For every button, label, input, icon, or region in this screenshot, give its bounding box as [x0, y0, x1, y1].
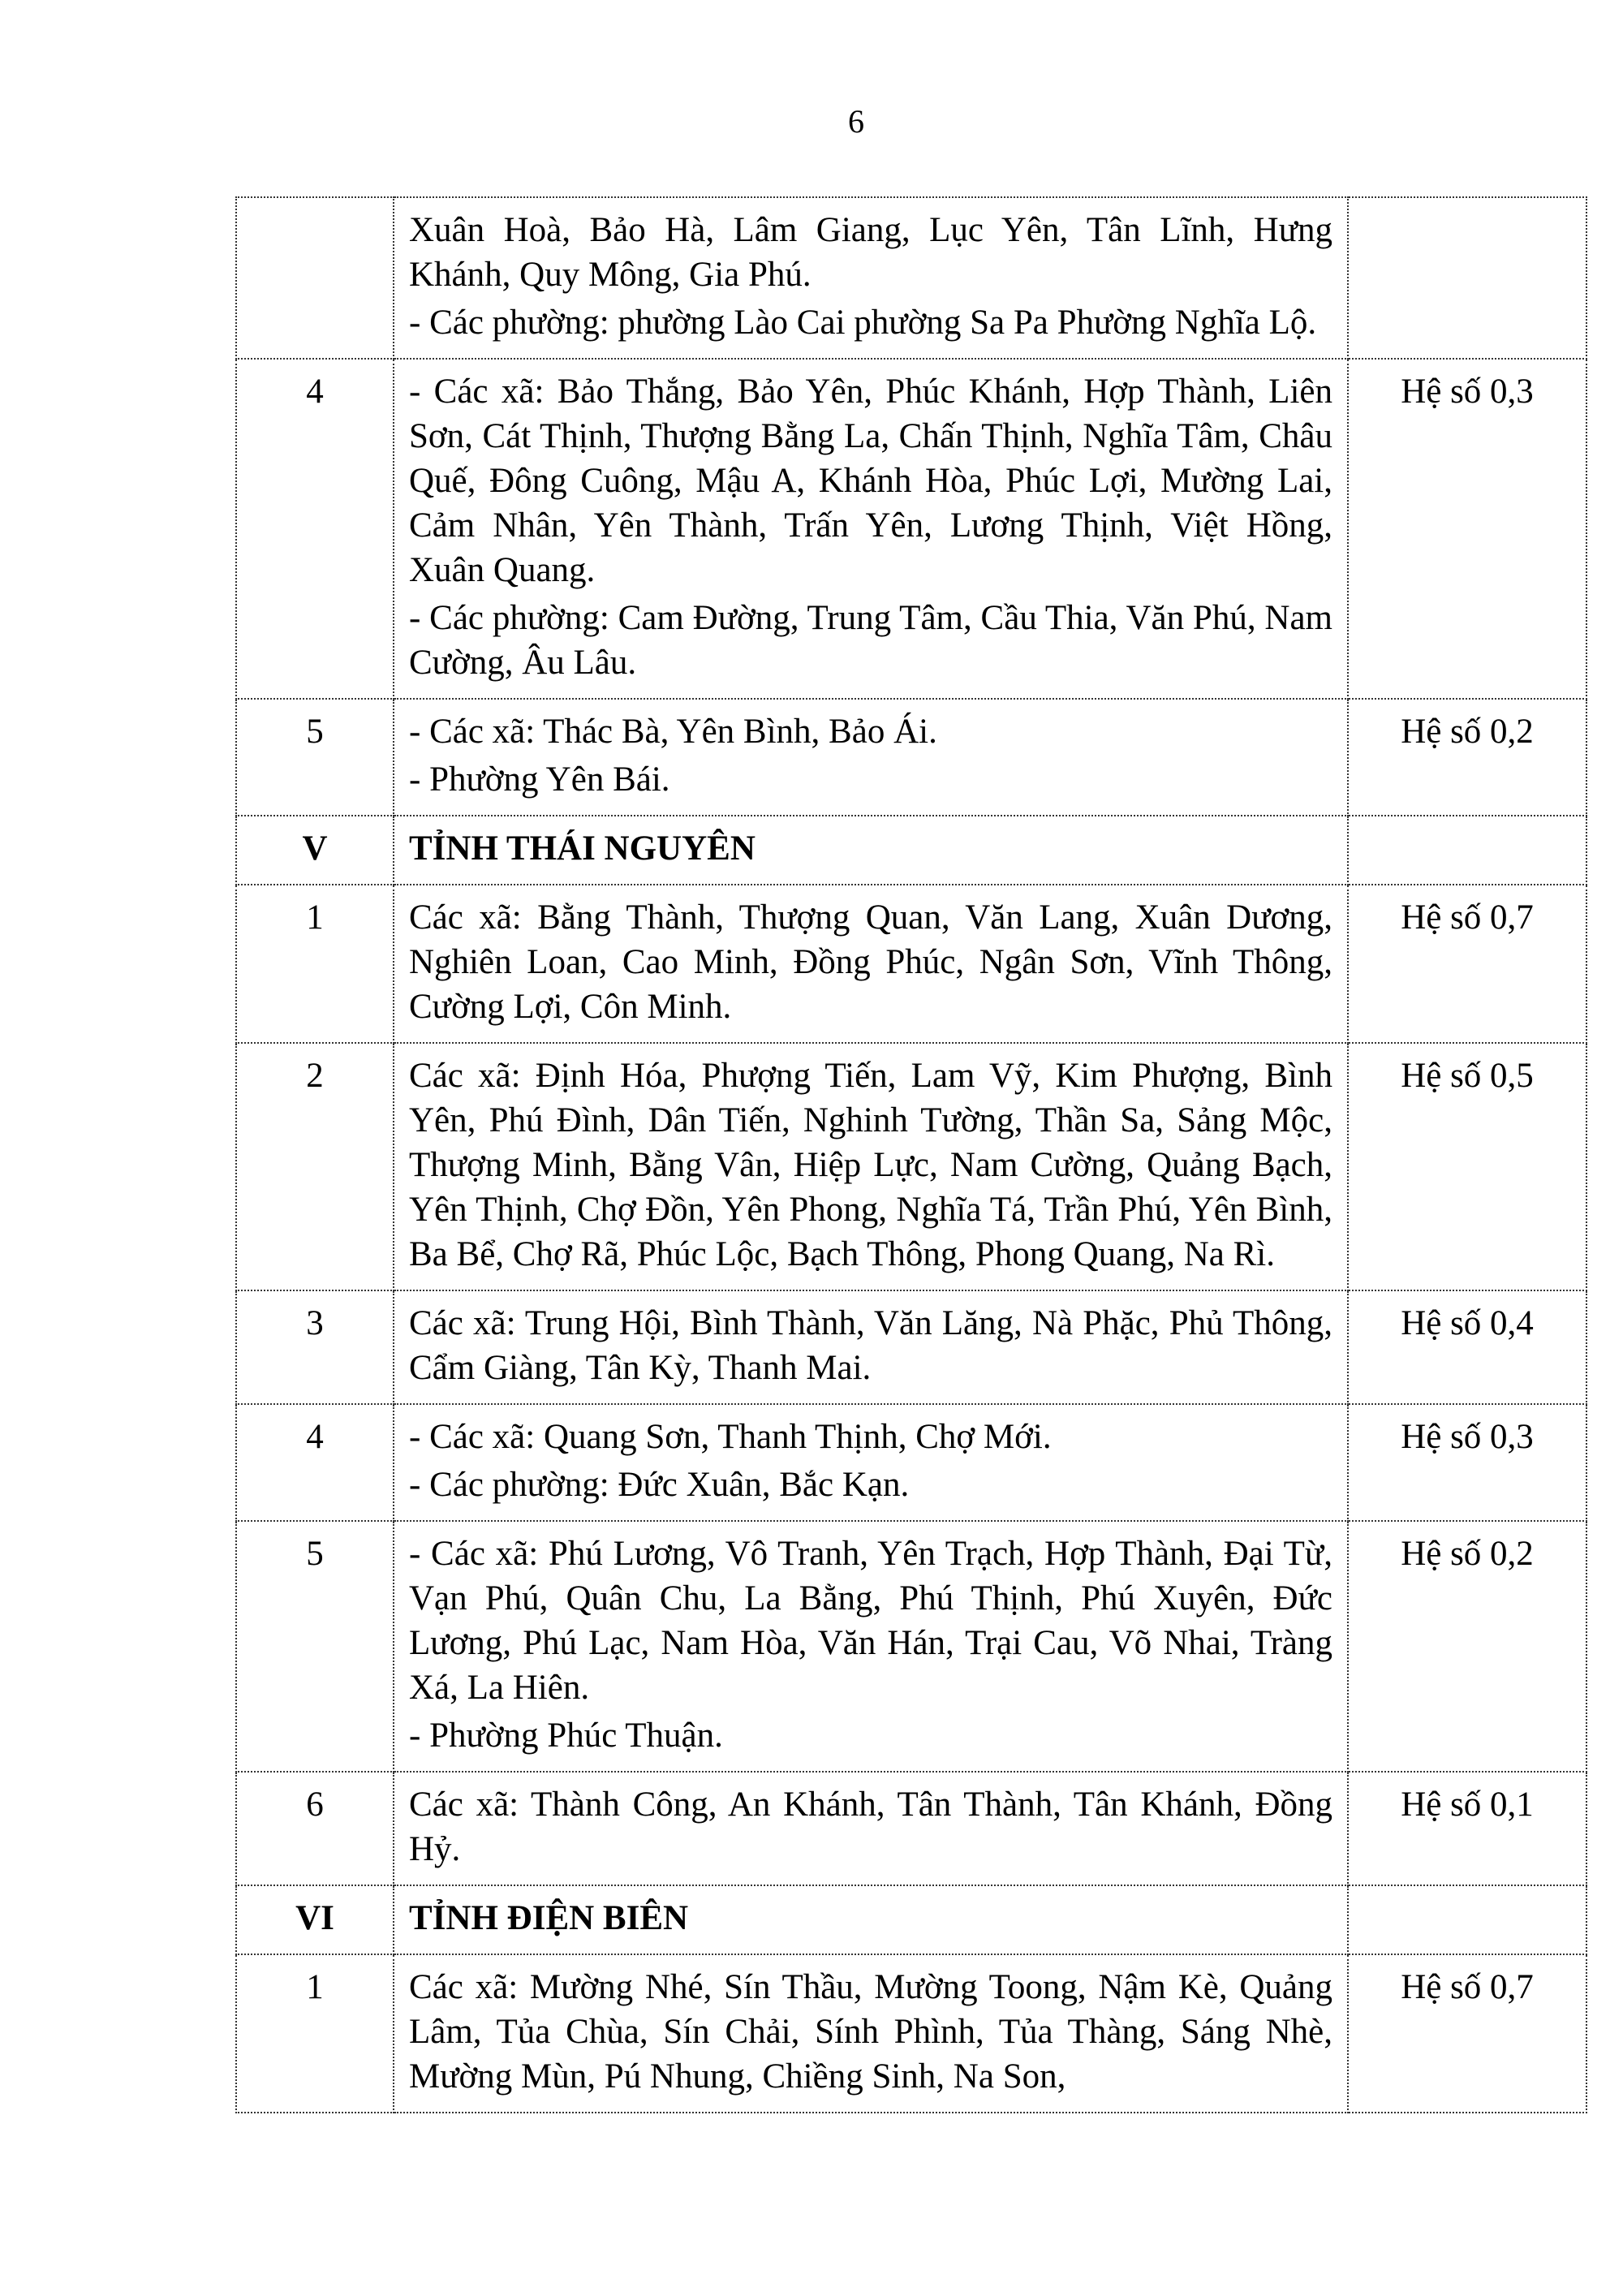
table-row	[236, 197, 1586, 359]
table-row	[236, 1772, 1586, 1885]
coefficient-cell: Hệ số 0,2	[1348, 1521, 1586, 1772]
area-cell	[394, 1885, 1348, 1954]
area-cell	[394, 359, 1348, 699]
area-paragraph: - Phường Phúc Thuận.	[409, 1717, 723, 1755]
table-row	[236, 359, 1586, 699]
area-cell	[394, 197, 1348, 359]
area-cell	[394, 1772, 1348, 1885]
row-number-cell: 1	[236, 1954, 394, 2113]
row-number-cell: 4	[236, 1404, 394, 1521]
row-number-cell: 4	[236, 359, 394, 699]
coefficient-cell: Hệ số 0,7	[1348, 885, 1586, 1043]
province-heading: TỈNH THÁI NGUYÊN	[409, 829, 756, 868]
coefficient-cell	[1348, 1885, 1586, 1954]
area-cell	[394, 885, 1348, 1043]
area-paragraph: Xuân Hoà, Bảo Hà, Lâm Giang, Lục Yên, Tân Lĩnh, Hưng Khánh, Quy Mông, Gia Phú.	[409, 211, 1332, 294]
row-number-cell: 5	[236, 1521, 394, 1772]
area-cell	[394, 1043, 1348, 1290]
table-row	[236, 885, 1586, 1043]
coefficient-cell: Hệ số 0,2	[1348, 699, 1586, 816]
page-number: 6	[848, 103, 864, 140]
coefficient-cell: Hệ số 0,5	[1348, 1043, 1586, 1290]
area-paragraph: - Các phường: Cam Đường, Trung Tâm, Cầu Thia, Văn Phú, Nam Cường, Âu Lâu.	[409, 599, 1332, 682]
area-paragraph: Các xã: Định Hóa, Phượng Tiến, Lam Vỹ, Kim Phượng, Bình Yên, Phú Đình, Dân Tiến, Nghinh Tường, Thần Sa, Sảng Mộc, Thượng Minh, Bằng Vân, Hiệp Lực, Nam Cường, Quảng Bạch, Yên Thịnh, Chợ Đồn, Yên Phong, Nghĩa Tá, Trần Phú, Yên Bình, Ba Bể, Chợ Rã, Phúc Lộc, Bạch Thông, Phong Quang, Na Rì.	[409, 1057, 1332, 1273]
province-heading: TỈNH ĐIỆN BIÊN	[409, 1899, 689, 1937]
table-row	[236, 1954, 1586, 2113]
table-body	[236, 197, 1586, 2113]
coefficient-cell: Hệ số 0,3	[1348, 359, 1586, 699]
row-number-cell	[236, 197, 394, 359]
row-number-cell: 3	[236, 1290, 394, 1404]
area-paragraph: Các xã: Mường Nhé, Sín Thầu, Mường Toong, Nậm Kè, Quảng Lâm, Tủa Chùa, Sín Chải, Sính Phình, Tủa Thàng, Sáng Nhè, Mường Mùn, Pú Nhung, Chiềng Sinh, Na Son,	[409, 1968, 1332, 2096]
coefficient-cell	[1348, 816, 1586, 885]
row-number-cell: VI	[236, 1885, 394, 1954]
row-number-cell: 1	[236, 885, 394, 1043]
coefficient-cell: Hệ số 0,4	[1348, 1290, 1586, 1404]
table-row	[236, 1043, 1586, 1290]
table-row	[236, 1404, 1586, 1521]
table-row	[236, 1521, 1586, 1772]
area-cell	[394, 1404, 1348, 1521]
table-row	[236, 699, 1586, 816]
area-paragraph: - Các xã: Quang Sơn, Thanh Thịnh, Chợ Mới.	[409, 1418, 1052, 1456]
area-cell	[394, 1954, 1348, 2113]
coefficient-cell: Hệ số 0,1	[1348, 1772, 1586, 1885]
coefficient-cell: Hệ số 0,7	[1348, 1954, 1586, 2113]
area-cell	[394, 1521, 1348, 1772]
row-number-cell: 6	[236, 1772, 394, 1885]
area-paragraph: - Các xã: Phú Lương, Vô Tranh, Yên Trạch, Hợp Thành, Đại Từ, Vạn Phú, Quân Chu, La Bằng, Phú Thịnh, Phú Xuyên, Đức Lương, Phú Lạc, Nam Hòa, Văn Hán, Trại Cau, Võ Nhai, Tràng Xá, La Hiên.	[409, 1535, 1332, 1707]
area-paragraph: - Các xã: Bảo Thắng, Bảo Yên, Phúc Khánh, Hợp Thành, Liên Sơn, Cát Thịnh, Thượng Bằng La, Chấn Thịnh, Nghĩa Tâm, Châu Quế, Đông Cuông, Mậu A, Khánh Hòa, Phúc Lợi, Mường Lai, Cảm Nhân, Yên Thành, Trấn Yên, Lương Thịnh, Việt Hồng, Xuân Quang.	[409, 373, 1332, 589]
row-number-cell: V	[236, 816, 394, 885]
area-paragraph: Các xã: Trung Hội, Bình Thành, Văn Lăng, Nà Phặc, Phủ Thông, Cẩm Giàng, Tân Kỳ, Thanh Mai.	[409, 1304, 1332, 1387]
coefficient-table	[235, 196, 1587, 2113]
coefficient-cell: Hệ số 0,3	[1348, 1404, 1586, 1521]
section-row	[236, 816, 1586, 885]
row-number-cell: 2	[236, 1043, 394, 1290]
table-row	[236, 1290, 1586, 1404]
row-number-cell: 5	[236, 699, 394, 816]
area-paragraph: - Các xã: Thác Bà, Yên Bình, Bảo Ái.	[409, 713, 937, 751]
area-cell	[394, 816, 1348, 885]
area-cell	[394, 1290, 1348, 1404]
area-paragraph: - Các phường: Đức Xuân, Bắc Kạn.	[409, 1466, 910, 1504]
coefficient-cell	[1348, 197, 1586, 359]
area-cell	[394, 699, 1348, 816]
area-paragraph: Các xã: Bằng Thành, Thượng Quan, Văn Lang, Xuân Dương, Nghiên Loan, Cao Minh, Đồng Phúc, Ngân Sơn, Vĩnh Thông, Cường Lợi, Côn Minh.	[409, 898, 1332, 1026]
area-paragraph: - Phường Yên Bái.	[409, 760, 670, 799]
section-row	[236, 1885, 1586, 1954]
area-paragraph: Các xã: Thành Công, An Khánh, Tân Thành, Tân Khánh, Đồng Hỷ.	[409, 1786, 1332, 1868]
area-paragraph: - Các phường: phường Lào Cai phường Sa Pa Phường Nghĩa Lộ.	[409, 304, 1317, 342]
